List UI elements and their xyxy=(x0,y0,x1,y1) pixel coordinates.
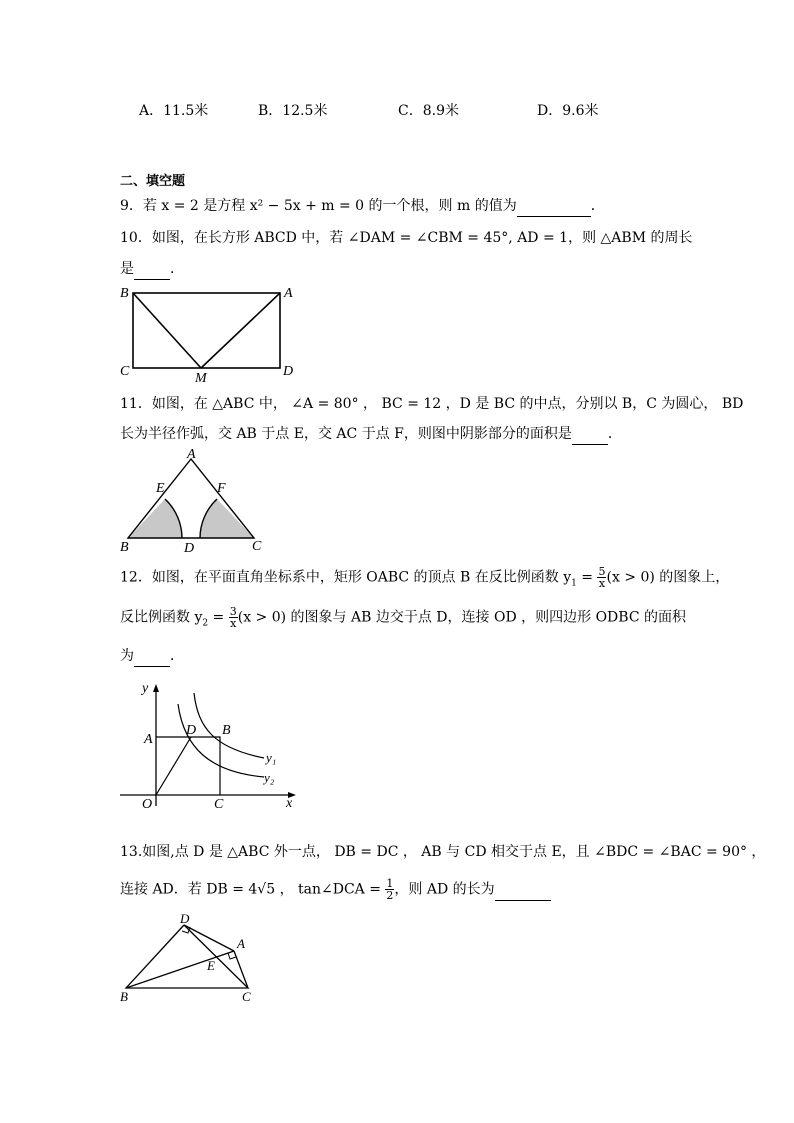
q9-answer-blank xyxy=(517,196,591,217)
label-e: E xyxy=(156,481,165,496)
label-d: D xyxy=(283,364,294,379)
q10-answer-blank xyxy=(134,259,170,280)
label-b: B xyxy=(120,989,128,1004)
q13-quadrilateral-figure xyxy=(114,908,274,1008)
q12-line2b: = xyxy=(208,609,229,626)
label-x: x xyxy=(286,796,293,811)
q12-line3 xyxy=(120,646,184,667)
q12-line1c: (x > 0) 的图象上， xyxy=(606,569,730,586)
segment-ac xyxy=(234,951,248,988)
q11-end: ． xyxy=(607,426,622,442)
q12-coordinate-figure xyxy=(114,676,304,812)
q12-line1a: 12．如图，在平面直角坐标系中，矩形 OABC 的顶点 B 在反比例函数 y xyxy=(120,569,572,586)
label-b: B xyxy=(222,723,231,738)
q12-fraction-2 xyxy=(229,606,238,629)
q12-line1 xyxy=(120,566,729,593)
segment-bm xyxy=(133,293,201,368)
y-axis-arrow xyxy=(153,684,159,692)
q10-line1: 10．如图，在长方形 ABCD 中，若 ∠DAM = ∠CBM = 45°, AD = 1，则 △ABM 的周长 xyxy=(120,230,693,246)
rect-abcd xyxy=(133,293,280,368)
label-d: D xyxy=(184,541,195,556)
segment-da xyxy=(184,925,234,951)
q11-line1: 11．如图，在 △ABC 中， ∠A = 80° ， BC = 12 ，D 是 BC 的中点，分别以 B，C 为圆心， BD xyxy=(120,396,744,412)
option-c: C．8.9米 xyxy=(398,103,459,119)
label-a: A xyxy=(284,286,293,301)
q12-sub1: 1 xyxy=(571,578,577,589)
option-d: D．9.6米 xyxy=(537,103,599,119)
q9-text: 9．若 x = 2 是方程 x² − 5x + m = 0 的一个根，则 m 的值为 xyxy=(120,198,517,214)
segment-od xyxy=(156,737,191,795)
q12-frac2-num: 3 xyxy=(229,605,237,618)
label-d: D xyxy=(180,911,190,926)
label-y: y xyxy=(142,681,149,696)
label-e: E xyxy=(207,958,215,973)
q11-line2-text: 长为半径作弧，交 AB 于点 E，交 AC 于点 F，则图中阴影部分的面积是 xyxy=(120,426,572,442)
q11-line2 xyxy=(120,424,622,445)
label-b: B xyxy=(120,540,129,555)
q12-line2a: 反比例函数 y xyxy=(120,609,203,626)
q13-frac-num: 1 xyxy=(386,877,394,890)
label-y2: y₂ xyxy=(264,770,275,785)
label-m: M xyxy=(195,371,207,386)
rectangle-oabc xyxy=(156,737,220,795)
curve-y2 xyxy=(178,704,264,777)
q12-line1b: = xyxy=(576,569,598,586)
label-c: C xyxy=(120,364,130,379)
q13-line1: 13.如图,点 D 是 △ABC 外一点， DB = DC ， AB 与 CD 相交于点 E，且 ∠BDC = ∠BAC = 90° ， xyxy=(120,844,766,860)
q12-line3-text: 为 xyxy=(120,648,134,664)
label-b: B xyxy=(120,286,129,301)
option-b: B．12.5米 xyxy=(258,103,328,119)
label-a: A xyxy=(144,732,153,747)
q13-line2a: 连接 AD．若 DB = 4√5 ， tan∠DCA = xyxy=(120,881,386,898)
segment-am xyxy=(201,293,280,368)
option-a: A．11.5米 xyxy=(139,103,209,119)
label-c: C xyxy=(214,797,224,812)
label-c: C xyxy=(242,989,251,1004)
q11-triangle-figure xyxy=(114,446,274,556)
q12-frac2-den: x xyxy=(230,617,237,630)
q10-line2 xyxy=(120,259,184,280)
q13-frac-den: 2 xyxy=(386,889,394,902)
label-y1: y₁ xyxy=(266,750,277,765)
label-a: A xyxy=(237,936,245,951)
triangle-dbc xyxy=(126,925,248,988)
label-d: D xyxy=(186,723,197,738)
q12-frac1-num: 5 xyxy=(598,565,606,578)
label-a: A xyxy=(187,447,196,462)
q9-end: ． xyxy=(590,198,605,214)
label-c: C xyxy=(252,539,262,554)
q12-line2 xyxy=(120,606,686,633)
q12-line2c: (x > 0) 的图象与 AB 边交于点 D，连接 OD ，则四边形 ODBC 的面积 xyxy=(237,609,686,626)
q10-line2-text: 是 xyxy=(120,261,134,277)
q12-sub2: 2 xyxy=(202,618,209,629)
q13-line2 xyxy=(120,878,551,901)
q13-answer-blank xyxy=(495,880,551,901)
q13-line2b: ，则 AD 的长为 xyxy=(394,881,495,898)
question-9 xyxy=(120,196,605,217)
section-title: 二、填空题 xyxy=(120,174,186,189)
q12-frac1-den: x xyxy=(598,577,606,590)
q11-answer-blank xyxy=(572,424,608,445)
q12-answer-blank xyxy=(134,646,170,667)
q10-end: ． xyxy=(170,261,184,277)
label-f: F xyxy=(217,481,226,496)
q10-rectangle-figure xyxy=(114,282,314,386)
q12-end: ． xyxy=(170,648,184,664)
label-o: O xyxy=(142,797,153,812)
